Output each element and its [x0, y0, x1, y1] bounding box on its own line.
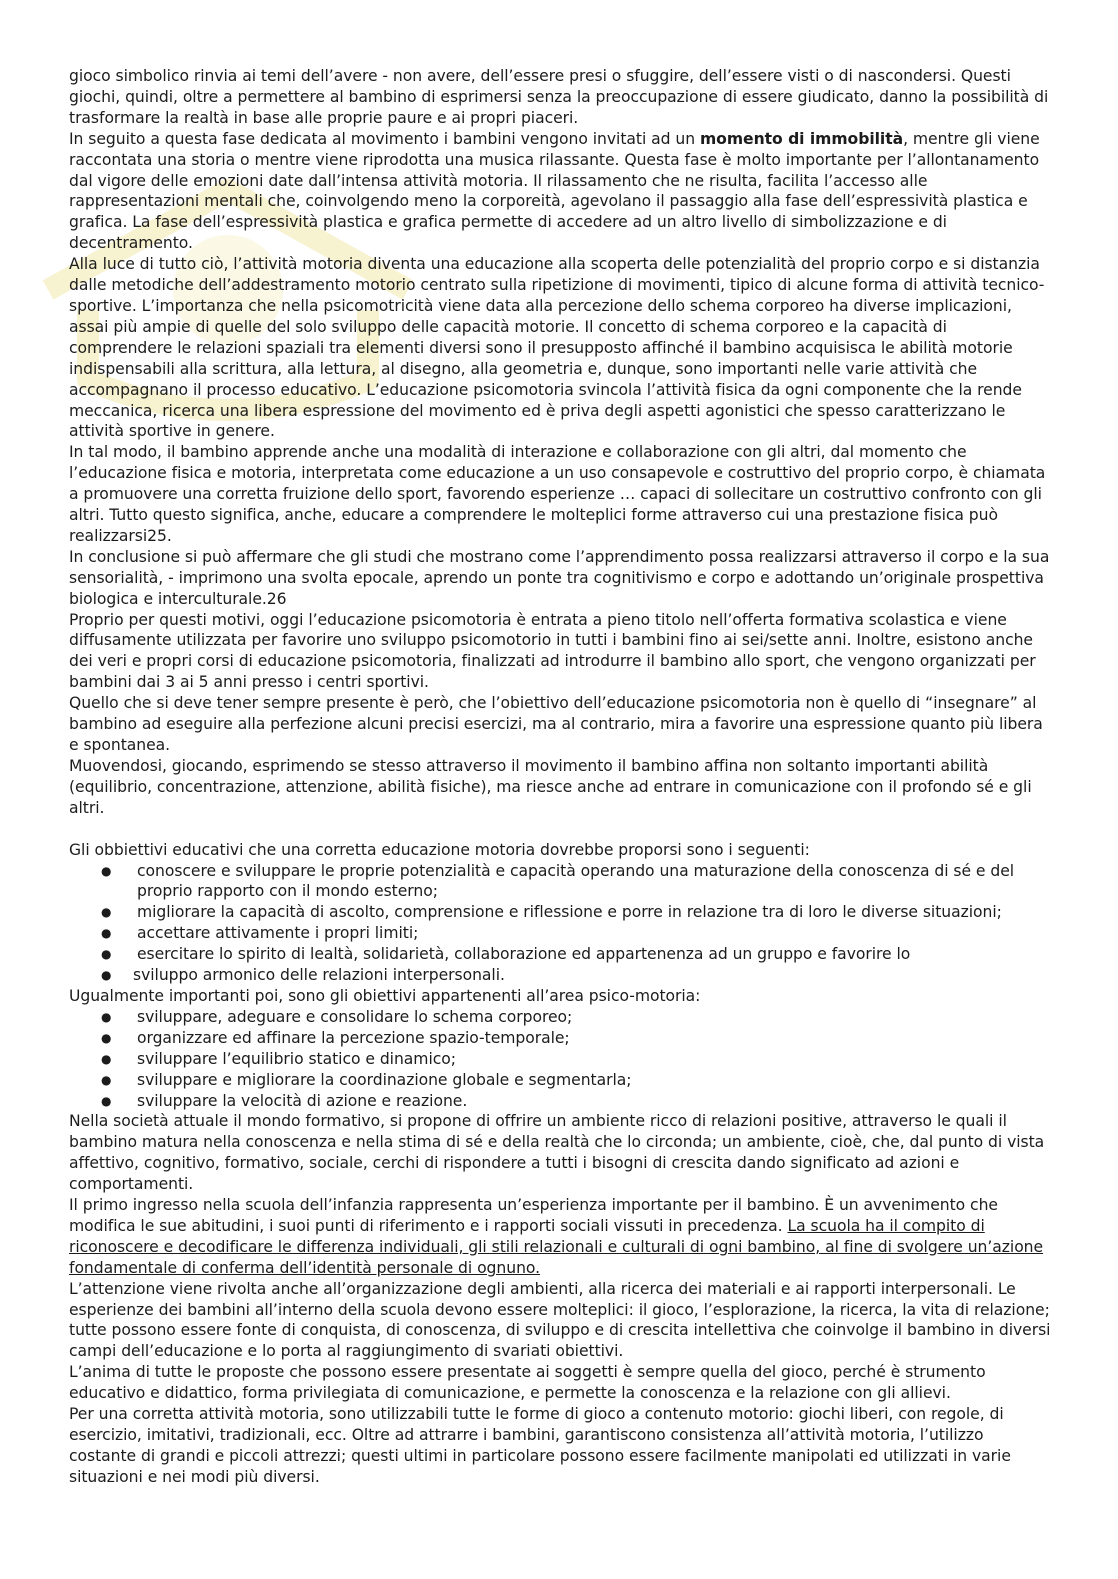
paragraph-play-soul: L’anima di tutte le proposte che possono essere presentate ai soggetti è sempre quella del gioco, perché è strumento educativo e didattico, forma privilegiata di comunicazione, e permette la conoscenza e la relazione con gli allievi.: [69, 1363, 986, 1403]
paragraph-interaction: In tal modo, il bambino apprende anche una modalità di interazione e collaborazione con gli altri, dal momento che l’educazione fisica e motoria, interpretata come educazione a un uso consapevole e costruttivo del proprio corpo, è chiamata a promuovere una corretta fruizione dello sport, favorendo esperienze … capaci di sollecitare un costruttivo confronto con gli altri. Tutto questo significa, anche, educare a comprendere le molteplici forme attraverso cui una prestazione fisica può realizzarsi25.: [69, 443, 1046, 545]
list-item: [69, 1007, 1055, 1028]
paragraph-school-offer: Proprio per questi motivi, oggi l’educazione psicomotoria è entrata a pieno titolo nell’offerta formativa scolastica e viene diffusamente utilizzata per favorire uno sviluppo psicomotorio in tutti i bambini fino ai sei/sette anni. Inoltre, esistono anche dei veri e propri corsi di educazione psicomotoria, finalizzati ad introdurre il bambino allo sport, che vengono organizzati per bambini dai 3 ai 5 anni presso i centri sportivi.: [69, 610, 1036, 692]
list-item-text: sviluppo armonico delle relazioni interpersonali.: [133, 966, 505, 985]
blank-line: [69, 819, 1055, 840]
list-item-text: esercitare lo spirito di lealtà, solidarietà, collaborazione ed appartenenza ad un gruppo e favorire lo: [137, 945, 911, 964]
paragraph-conclusion: In conclusione si può affermare che gli studi che mostrano come l’apprendimento possa realizzarsi attraverso il corpo e la sua sensorialità, - imprimono una svolta epocale, aprendo un ponte tra cognitivismo e corpo e adottando un’originale prospettiva biologica e interculturale.26: [69, 547, 1050, 608]
list-item: [69, 861, 1055, 903]
list-item: [69, 965, 1055, 986]
list-item-text: sviluppare e migliorare la coordinazione globale e segmentarla;: [137, 1070, 632, 1089]
bullet-icon: ●: [101, 905, 112, 920]
paragraph-moving-playing: Muovendosi, giocando, esprimendo se stesso attraverso il movimento il bambino affina non soltanto importanti abilità (equilibrio, concentrazione, attenzione, abilità fisiche), ma riesce anche ad entrare in comunicazione con il profondo sé e gli altri.: [69, 756, 1032, 817]
psychomotor-goals-list: [69, 1007, 1055, 1112]
list-item-text: migliorare la capacità di ascolto, comprensione e riflessione e porre in relazione tra di loro le diverse situazioni;: [137, 903, 1002, 922]
paragraph-environments: L’attenzione viene rivolta anche all’organizzazione degli ambienti, alla ricerca dei materiali e ai rapporti interpersonali. Le esperienze dei bambini all’interno della scuola devono essere molteplici: il gioco, l’esplorazione, la ricerca, la vita di relazione; tutte possono essere fonte di conquista, di conoscenza, di sviluppo e di crescita intellettiva che coinvolge il bambino in diversi campi dell’educazione e lo porta al raggiungimento di svariati obiettivi.: [69, 1279, 1051, 1361]
list-item: [69, 1028, 1055, 1049]
list-item-text: sviluppare, adeguare e consolidare lo schema corporeo;: [137, 1007, 573, 1026]
list-item: [69, 1070, 1055, 1091]
list-item-text: organizzare ed affinare la percezione spazio-temporale;: [137, 1028, 570, 1047]
paragraph-immobility: [69, 129, 1055, 254]
bullet-icon: ●: [101, 1009, 112, 1024]
bullet-icon: ●: [101, 968, 112, 983]
paragraph-symbolic-play: gioco simbolico rinvia ai temi dell’avere - non avere, dell’essere presi o sfuggire, dell’essere visti o di nascondersi. Questi giochi, quindi, oltre a permettere al bambino di esprimersi senza la preoccupazione di essere giudicato, danno la possibilità di trasformare la realtà in base alle proprie paure e ai propri piaceri.: [69, 67, 1049, 127]
paragraph-motor-activity: Alla luce di tutto ciò, l’attività motoria diventa una educazione alla scoperta delle potenzialità del proprio corpo e si distanzia dalle metodiche dell’addestramento motorio centrato sulla ripetizione di movimenti, tipico di alcune forma di attività tecnico-sportive. L’importanza che nella psicomotricità viene data alla percezione dello schema corporeo ha diverse implicazioni, assai più ampie di quelle del solo sviluppo delle capacità motorie. Il concetto di schema corporeo e la capacità di comprendere le relazioni spaziali tra elementi diversi sono il presupposto affinché il bambino acquisisca le abilità motorie indispensabili alla scrittura, alla lettura, al disegno, alla geometria e, dunque, sono importanti nelle varie attività che accompagnano il processo educativo. L’educazione psicomotoria svincola l’attività fisica da ogni componente che la rende meccanica, ricerca una libera espressione del movimento ed è priva degli aspetti agonistici che spesso caratterizzano le attività sportive in genere.: [69, 255, 1045, 441]
paragraph-motor-games: Per una corretta attività motoria, sono utilizzabili tutte le forme di gioco a contenuto motorio: giochi liberi, con regole, di esercizio, imitativi, tradizionali, ecc. Oltre ad attrarre i bambini, garantiscono consistenza all’attività motoria, l’utilizzo costante di grandi e piccoli attrezzi; questi ultimi in particolare possono essere facilmente manipolati ed utilizzati in varie situazioni e nei modi più diversi.: [69, 1405, 1011, 1486]
paragraph-first-entry-text: Il primo ingresso nella scuola dell’infanzia rappresenta un’esperienza importante per il bambino. È un avvenimento che modifica le sue abitudini, i suoi punti di riferimento e i rapporti sociali vissuti in precedenza.: [69, 1196, 998, 1235]
bold-term-immobility: momento di immobilità: [699, 129, 904, 148]
paragraph-educational-goals-intro: Gli obbiettivi educativi che una corretta educazione motoria dovrebbe proporsi sono i seguenti:: [69, 840, 810, 859]
list-item: [69, 902, 1055, 923]
bullet-icon: ●: [101, 1072, 112, 1087]
list-item-text: accettare attivamente i propri limiti;: [137, 924, 419, 943]
paragraph-immobility-end: , mentre gli viene raccontata una storia o mentre viene riprodotta una musica rilassante. Questa fase è molto importante per l’allontanamento dal vigore delle emozioni date dall’intensa attività motoria. Il rilassamento che ne risulta, facilita l’accesso alle rappresentazioni mentali che, coinvolgendo meno la corporeità, agevolano il passaggio alla fase dell’espressività plastica e grafica. La fase dell’espressività plastica e grafica permette di accedere ad un altro livello di simbolizzazione e di decentramento.: [69, 129, 1040, 253]
underlined-statement: La scuola ha il compito di riconoscere e decodificare le differenza individuali, gli stili relazionali e culturali di ogni bambino, al fine di svolgere un’azione fondamentale di conferma dell’identità personale di ognuno.: [69, 1216, 1044, 1277]
document-page: [69, 66, 1055, 1488]
list-item: [69, 1049, 1055, 1070]
list-item: [69, 944, 1055, 965]
list-item-text: sviluppare l’equilibrio statico e dinamico;: [137, 1049, 456, 1068]
bullet-icon: ●: [101, 947, 112, 962]
list-item-text: conoscere e sviluppare le proprie potenzialità e capacità operando una maturazione della conoscenza di sé e del proprio rapporto con il mondo esterno;: [137, 861, 1015, 901]
bullet-icon: ●: [101, 1093, 112, 1108]
list-item: [69, 923, 1055, 944]
list-item-text: sviluppare la velocità di azione e reazione.: [137, 1091, 468, 1110]
bullet-icon: ●: [101, 926, 112, 941]
bullet-icon: ●: [101, 1051, 112, 1066]
paragraph-immobility-start: In seguito a questa fase dedicata al movimento i bambini vengono invitati ad un: [69, 129, 700, 148]
educational-goals-list: [69, 861, 1055, 986]
list-item: [69, 1091, 1055, 1112]
paragraph-psychomotor-goals-intro: Ugualmente importanti poi, sono gli obiettivi appartenenti all’area psico-motoria:: [69, 986, 701, 1005]
bullet-icon: ●: [101, 863, 112, 878]
bullet-icon: ●: [101, 1030, 112, 1045]
paragraph-objective: Quello che si deve tener sempre presente è però, che l’obiettivo dell’educazione psicomotoria non è quello di “insegnare” al bambino ad eseguire alla perfezione alcuni precisi esercizi, ma al contrario, mira a favorire una espressione quanto più libera e spontanea.: [69, 694, 1043, 754]
paragraph-formative-world: Nella società attuale il mondo formativo, si propone di offrire un ambiente ricco di relazioni positive, attraverso le quali il bambino matura nella conoscenza e nella stima di sé e della realtà che lo circonda; un ambiente, cioè, che, dal punto di vista affettivo, cognitivo, formativo, sociale, cerchi di rispondere a tutti i bisogni di crescita dando significato ad azioni e comportamenti.: [69, 1112, 1045, 1194]
paragraph-first-entry: [69, 1195, 1055, 1279]
